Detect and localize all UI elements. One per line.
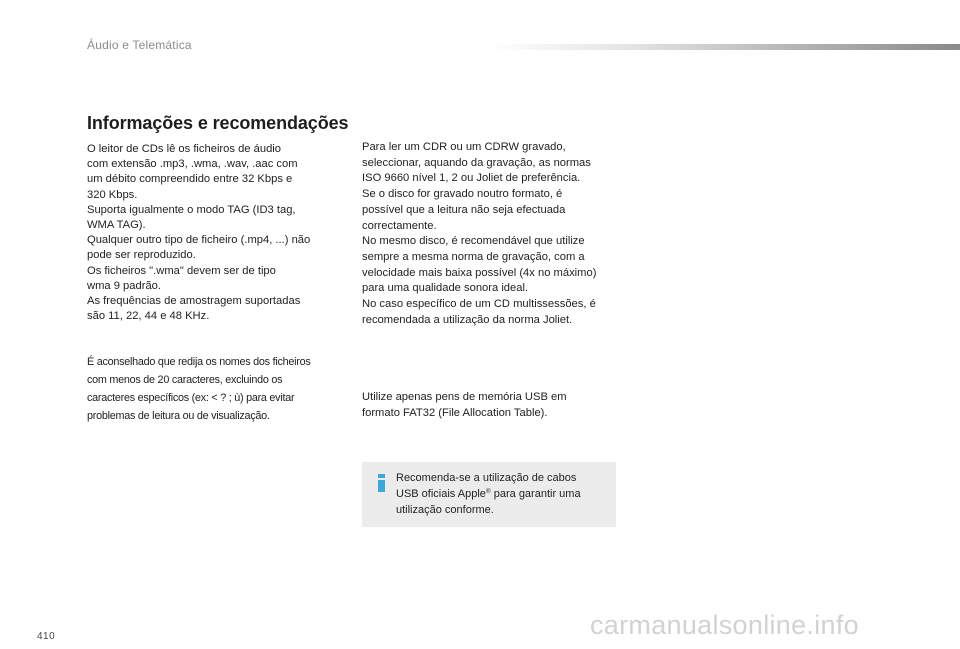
cd-formats-paragraph: O leitor de CDs lê os ficheiros de áudio com extensão .mp3, .wma, .wav, .aac com um débito compreendido entre 32 Kbps e 320 Kbps. Suporta igualmente o modo TAG (ID3 tag, WMA TAG). Qualquer outro tipo de ficheiro (.mp4, ...) não pode ser reproduzido. Os ficheiros ".wma" devem ser de tipo wma 9 padrão. As frequências de amostragem suportadas são 11, 22, 44 e 48 KHz. (87, 143, 311, 323)
info-box-text (396, 470, 610, 518)
usb-format-paragraph: Utilize apenas pens de memória USB em formato FAT32 (File Allocation Table). (362, 391, 567, 419)
header-gradient-bar (488, 44, 960, 50)
watermark: carmanualsonline.info (590, 610, 859, 640)
section-header-title: Áudio e Telemática (87, 38, 192, 52)
registered-trademark: ® (485, 488, 491, 495)
info-text-part-2: para garantir uma utilização conforme. (396, 488, 581, 516)
page-title: Informações e recomendações (87, 113, 349, 133)
page-number: 410 (37, 631, 56, 642)
info-box (362, 462, 616, 527)
info-text-part-1: Recomenda-se a utilização de cabos USB oficiais Apple (396, 472, 577, 500)
info-icon (378, 474, 385, 492)
cdr-recording-paragraph: Para ler um CDR ou um CDRW gravado, seleccionar, aquando da gravação, as normas ISO 9660 nível 1, 2 ou Joliet de preferência. Se o disco for gravado noutro formato, é possível que a leitura não seja efectuada correctamente. No mesmo disco, é recomendável que utilize sempre a mesma norma de gravação, com a velocidade mais baixa possível (4x no máximo) para uma qualidade sonora ideal. No caso específico de um CD multissessões, é recomendada a utilização da norma Joliet. (362, 141, 597, 326)
file-naming-advice-paragraph: É aconselhado que redija os nomes dos ficheiros com menos de 20 caracteres, excluindo os caracteres específicos (ex: < ? ; ù) para evitar problemas de leitura ou de visualização. (87, 356, 311, 422)
